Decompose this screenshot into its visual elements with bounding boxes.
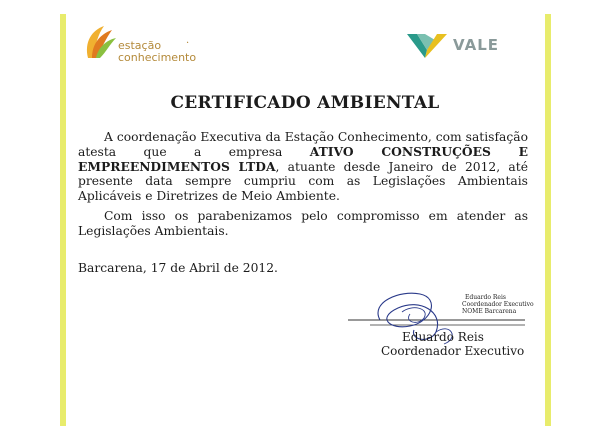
right-border-bar: [545, 14, 551, 426]
signature-block: [340, 282, 540, 372]
paragraph-congratulations: Com isso os parabenizamos pelo compromisso em atender as Legislações Ambientais.: [78, 209, 528, 238]
logo-line-1: estação: [118, 39, 162, 52]
issue-date: Barcarena, 17 de Abril de 2012.: [78, 261, 278, 275]
logo-text: [118, 40, 196, 64]
certificate-title: CERTIFICADO AMBIENTAL: [170, 93, 440, 113]
estacao-conhecimento-logo: [82, 24, 212, 70]
attestation-intro: A coordenação Executiva da Estação Conhecimento, com satisfação atesta que a empresa: [78, 130, 528, 159]
signature-stamp: [462, 294, 534, 315]
logo-line-2: conhecimento: [118, 51, 197, 64]
left-border-bar: [60, 14, 66, 426]
company-name: ATIVO CONSTRUÇÕES E EMPREENDIMENTOS LTDA: [78, 143, 528, 174]
logo-mark: ·: [186, 38, 190, 49]
stamp-unit: NOME Barcarena: [462, 308, 517, 315]
paragraph-attestation: [78, 130, 528, 204]
vale-wordmark: VALE: [453, 36, 500, 54]
signatory-name: Eduardo Reis: [402, 330, 484, 344]
stamp-name: Eduardo Reis: [465, 294, 506, 301]
vale-v-icon: [405, 30, 449, 60]
vale-logo: [405, 30, 515, 60]
leaf-logo-icon: [82, 24, 118, 60]
attestation-rest: , atuante desde Janeiro de 2012, até presente data sempre cumpriu com as Legislações Ambientais Aplicáveis e Diretrizes de Meio Ambiente.: [78, 159, 528, 204]
signatory-role: Coordenador Executivo: [381, 344, 525, 358]
stamp-role: Coordenador Executivo: [462, 301, 534, 308]
